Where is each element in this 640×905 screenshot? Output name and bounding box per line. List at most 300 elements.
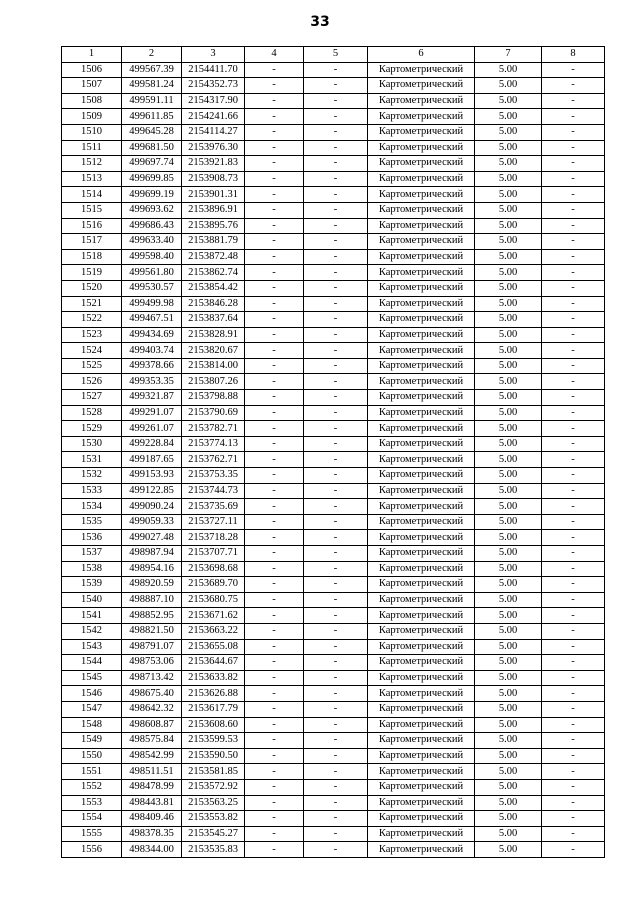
cell-col-5: - <box>304 140 368 156</box>
cell-method: Картометрический <box>368 218 475 234</box>
cell-col-5: - <box>304 62 368 78</box>
cell-y-coordinate: 2153617.79 <box>182 701 245 717</box>
cell-col-5: - <box>304 436 368 452</box>
table-row <box>62 483 605 499</box>
cell-point-number: 1545 <box>62 670 122 686</box>
cell-col-5: - <box>304 842 368 858</box>
cell-y-coordinate: 2153633.82 <box>182 670 245 686</box>
cell-point-number: 1519 <box>62 265 122 281</box>
cell-accuracy: 5.00 <box>475 405 542 421</box>
cell-accuracy: 5.00 <box>475 514 542 530</box>
cell-col-4: - <box>245 140 304 156</box>
cell-y-coordinate: 2153689.70 <box>182 577 245 593</box>
cell-point-number: 1555 <box>62 826 122 842</box>
cell-col-5: - <box>304 312 368 328</box>
cell-accuracy: 5.00 <box>475 826 542 842</box>
cell-col-5: - <box>304 561 368 577</box>
cell-x-coordinate: 498852.95 <box>122 608 182 624</box>
table-row <box>62 358 605 374</box>
table-row <box>62 202 605 218</box>
cell-x-coordinate: 499228.84 <box>122 436 182 452</box>
cell-col-4: - <box>245 779 304 795</box>
cell-y-coordinate: 2153572.92 <box>182 779 245 795</box>
cell-point-number: 1515 <box>62 202 122 218</box>
cell-point-number: 1530 <box>62 436 122 452</box>
cell-col-8: - <box>542 93 605 109</box>
cell-col-4: - <box>245 93 304 109</box>
cell-col-4: - <box>245 187 304 203</box>
column-header-1: 1 <box>62 47 122 63</box>
cell-y-coordinate: 2153698.68 <box>182 561 245 577</box>
cell-col-5: - <box>304 483 368 499</box>
cell-point-number: 1509 <box>62 109 122 125</box>
cell-y-coordinate: 2153976.30 <box>182 140 245 156</box>
table-row <box>62 109 605 125</box>
cell-x-coordinate: 499686.43 <box>122 218 182 234</box>
cell-accuracy: 5.00 <box>475 452 542 468</box>
cell-y-coordinate: 2153895.76 <box>182 218 245 234</box>
cell-col-4: - <box>245 717 304 733</box>
cell-accuracy: 5.00 <box>475 577 542 593</box>
cell-point-number: 1544 <box>62 655 122 671</box>
cell-col-8: - <box>542 296 605 312</box>
cell-x-coordinate: 499699.19 <box>122 187 182 203</box>
cell-x-coordinate: 499633.40 <box>122 234 182 250</box>
cell-col-5: - <box>304 405 368 421</box>
cell-point-number: 1510 <box>62 124 122 140</box>
cell-y-coordinate: 2153896.91 <box>182 202 245 218</box>
cell-accuracy: 5.00 <box>475 779 542 795</box>
table-row <box>62 608 605 624</box>
cell-accuracy: 5.00 <box>475 390 542 406</box>
cell-y-coordinate: 2153798.88 <box>182 390 245 406</box>
cell-point-number: 1528 <box>62 405 122 421</box>
cell-y-coordinate: 2153707.71 <box>182 546 245 562</box>
cell-y-coordinate: 2153680.75 <box>182 592 245 608</box>
cell-x-coordinate: 498987.94 <box>122 546 182 562</box>
cell-y-coordinate: 2153908.73 <box>182 171 245 187</box>
cell-col-5: - <box>304 249 368 265</box>
cell-col-4: - <box>245 795 304 811</box>
cell-method: Картометрический <box>368 109 475 125</box>
cell-col-4: - <box>245 514 304 530</box>
cell-col-4: - <box>245 546 304 562</box>
cell-accuracy: 5.00 <box>475 733 542 749</box>
cell-col-5: - <box>304 452 368 468</box>
cell-point-number: 1543 <box>62 639 122 655</box>
cell-col-8: - <box>542 592 605 608</box>
cell-y-coordinate: 2153608.60 <box>182 717 245 733</box>
cell-y-coordinate: 2153553.82 <box>182 811 245 827</box>
column-header-8: 8 <box>542 47 605 63</box>
table-row <box>62 701 605 717</box>
cell-col-8: - <box>542 842 605 858</box>
cell-accuracy: 5.00 <box>475 140 542 156</box>
cell-col-8: - <box>542 62 605 78</box>
cell-method: Картометрический <box>368 530 475 546</box>
cell-point-number: 1518 <box>62 249 122 265</box>
cell-y-coordinate: 2154317.90 <box>182 93 245 109</box>
cell-method: Картометрический <box>368 468 475 484</box>
cell-point-number: 1534 <box>62 499 122 515</box>
cell-col-8: - <box>542 826 605 842</box>
cell-accuracy: 5.00 <box>475 296 542 312</box>
cell-col-4: - <box>245 639 304 655</box>
cell-y-coordinate: 2154411.70 <box>182 62 245 78</box>
cell-x-coordinate: 498713.42 <box>122 670 182 686</box>
cell-method: Картометрический <box>368 358 475 374</box>
cell-accuracy: 5.00 <box>475 655 542 671</box>
cell-method: Картометрический <box>368 249 475 265</box>
cell-y-coordinate: 2153626.88 <box>182 686 245 702</box>
cell-x-coordinate: 499378.66 <box>122 358 182 374</box>
cell-col-8: - <box>542 577 605 593</box>
cell-y-coordinate: 2153599.53 <box>182 733 245 749</box>
cell-col-8: - <box>542 249 605 265</box>
cell-accuracy: 5.00 <box>475 171 542 187</box>
cell-point-number: 1527 <box>62 390 122 406</box>
table-row <box>62 655 605 671</box>
cell-method: Картометрический <box>368 312 475 328</box>
table-row <box>62 374 605 390</box>
cell-accuracy: 5.00 <box>475 124 542 140</box>
table-row <box>62 452 605 468</box>
cell-col-5: - <box>304 670 368 686</box>
cell-method: Картометрический <box>368 327 475 343</box>
cell-point-number: 1514 <box>62 187 122 203</box>
cell-col-5: - <box>304 577 368 593</box>
cell-col-4: - <box>245 234 304 250</box>
table-row <box>62 405 605 421</box>
cell-col-5: - <box>304 124 368 140</box>
cell-y-coordinate: 2153774.13 <box>182 436 245 452</box>
cell-accuracy: 5.00 <box>475 436 542 452</box>
cell-method: Картометрический <box>368 405 475 421</box>
cell-method: Картометрический <box>368 577 475 593</box>
cell-col-5: - <box>304 202 368 218</box>
cell-y-coordinate: 2153663.22 <box>182 623 245 639</box>
cell-accuracy: 5.00 <box>475 156 542 172</box>
cell-col-5: - <box>304 280 368 296</box>
cell-x-coordinate: 498920.59 <box>122 577 182 593</box>
column-header-5: 5 <box>304 47 368 63</box>
cell-x-coordinate: 498791.07 <box>122 639 182 655</box>
coordinates-table <box>61 46 605 858</box>
cell-accuracy: 5.00 <box>475 623 542 639</box>
cell-col-4: - <box>245 202 304 218</box>
cell-point-number: 1542 <box>62 623 122 639</box>
cell-x-coordinate: 498378.35 <box>122 826 182 842</box>
cell-x-coordinate: 499611.85 <box>122 109 182 125</box>
cell-x-coordinate: 498887.10 <box>122 592 182 608</box>
cell-point-number: 1541 <box>62 608 122 624</box>
cell-x-coordinate: 498608.87 <box>122 717 182 733</box>
cell-method: Картометрический <box>368 561 475 577</box>
cell-method: Картометрический <box>368 795 475 811</box>
cell-x-coordinate: 499699.85 <box>122 171 182 187</box>
cell-col-8: - <box>542 499 605 515</box>
column-header-6: 6 <box>368 47 475 63</box>
cell-x-coordinate: 499291.07 <box>122 405 182 421</box>
cell-col-4: - <box>245 701 304 717</box>
cell-col-8: - <box>542 265 605 281</box>
table-row <box>62 592 605 608</box>
cell-col-5: - <box>304 717 368 733</box>
cell-col-8: - <box>542 156 605 172</box>
cell-col-4: - <box>245 374 304 390</box>
cell-accuracy: 5.00 <box>475 374 542 390</box>
cell-col-4: - <box>245 561 304 577</box>
cell-col-5: - <box>304 546 368 562</box>
cell-accuracy: 5.00 <box>475 608 542 624</box>
cell-col-5: - <box>304 686 368 702</box>
cell-point-number: 1533 <box>62 483 122 499</box>
cell-y-coordinate: 2153753.35 <box>182 468 245 484</box>
cell-method: Картометрический <box>368 452 475 468</box>
cell-col-5: - <box>304 608 368 624</box>
cell-y-coordinate: 2153820.67 <box>182 343 245 359</box>
cell-x-coordinate: 498344.00 <box>122 842 182 858</box>
cell-accuracy: 5.00 <box>475 234 542 250</box>
cell-point-number: 1538 <box>62 561 122 577</box>
cell-col-4: - <box>245 436 304 452</box>
column-header-7: 7 <box>475 47 542 63</box>
cell-col-8: - <box>542 202 605 218</box>
cell-col-5: - <box>304 187 368 203</box>
table-row <box>62 686 605 702</box>
table-row <box>62 514 605 530</box>
cell-x-coordinate: 499581.24 <box>122 78 182 94</box>
table-row <box>62 265 605 281</box>
cell-point-number: 1552 <box>62 779 122 795</box>
cell-x-coordinate: 499645.28 <box>122 124 182 140</box>
cell-method: Картометрический <box>368 483 475 499</box>
cell-col-8: - <box>542 468 605 484</box>
cell-method: Картометрический <box>368 623 475 639</box>
cell-x-coordinate: 499697.74 <box>122 156 182 172</box>
cell-accuracy: 5.00 <box>475 78 542 94</box>
cell-col-8: - <box>542 670 605 686</box>
cell-method: Картометрический <box>368 343 475 359</box>
cell-point-number: 1549 <box>62 733 122 749</box>
cell-accuracy: 5.00 <box>475 764 542 780</box>
cell-method: Картометрический <box>368 421 475 437</box>
cell-col-4: - <box>245 327 304 343</box>
cell-col-5: - <box>304 93 368 109</box>
cell-col-5: - <box>304 733 368 749</box>
cell-point-number: 1546 <box>62 686 122 702</box>
cell-x-coordinate: 499681.50 <box>122 140 182 156</box>
cell-accuracy: 5.00 <box>475 202 542 218</box>
cell-col-4: - <box>245 452 304 468</box>
table-row <box>62 436 605 452</box>
cell-y-coordinate: 2153727.11 <box>182 514 245 530</box>
cell-accuracy: 5.00 <box>475 717 542 733</box>
cell-col-4: - <box>245 265 304 281</box>
cell-y-coordinate: 2153782.71 <box>182 421 245 437</box>
cell-col-5: - <box>304 764 368 780</box>
cell-col-4: - <box>245 312 304 328</box>
column-header-4: 4 <box>245 47 304 63</box>
cell-y-coordinate: 2153718.28 <box>182 530 245 546</box>
cell-x-coordinate: 499059.33 <box>122 514 182 530</box>
table-row <box>62 826 605 842</box>
cell-col-8: - <box>542 530 605 546</box>
cell-point-number: 1529 <box>62 421 122 437</box>
table-row <box>62 748 605 764</box>
table-row <box>62 62 605 78</box>
cell-method: Картометрический <box>368 717 475 733</box>
table-row <box>62 577 605 593</box>
cell-col-8: - <box>542 171 605 187</box>
cell-col-4: - <box>245 78 304 94</box>
cell-x-coordinate: 498642.32 <box>122 701 182 717</box>
cell-y-coordinate: 2153854.42 <box>182 280 245 296</box>
cell-col-4: - <box>245 733 304 749</box>
cell-x-coordinate: 498542.99 <box>122 748 182 764</box>
cell-point-number: 1556 <box>62 842 122 858</box>
cell-y-coordinate: 2153563.25 <box>182 795 245 811</box>
table-row <box>62 93 605 109</box>
cell-col-4: - <box>245 764 304 780</box>
cell-col-8: - <box>542 218 605 234</box>
cell-col-4: - <box>245 62 304 78</box>
cell-col-4: - <box>245 670 304 686</box>
cell-col-5: - <box>304 655 368 671</box>
table-row <box>62 249 605 265</box>
cell-method: Картометрический <box>368 592 475 608</box>
cell-x-coordinate: 499434.69 <box>122 327 182 343</box>
cell-y-coordinate: 2153862.74 <box>182 265 245 281</box>
cell-method: Картометрический <box>368 187 475 203</box>
cell-col-8: - <box>542 187 605 203</box>
cell-accuracy: 5.00 <box>475 327 542 343</box>
cell-col-8: - <box>542 483 605 499</box>
cell-x-coordinate: 499561.80 <box>122 265 182 281</box>
table-row <box>62 468 605 484</box>
cell-col-4: - <box>245 842 304 858</box>
cell-col-8: - <box>542 514 605 530</box>
cell-col-4: - <box>245 608 304 624</box>
cell-method: Картометрический <box>368 171 475 187</box>
cell-y-coordinate: 2153581.85 <box>182 764 245 780</box>
cell-point-number: 1508 <box>62 93 122 109</box>
cell-col-4: - <box>245 577 304 593</box>
table-row <box>62 187 605 203</box>
cell-accuracy: 5.00 <box>475 358 542 374</box>
cell-col-5: - <box>304 218 368 234</box>
cell-y-coordinate: 2153644.67 <box>182 655 245 671</box>
cell-point-number: 1526 <box>62 374 122 390</box>
table-row <box>62 124 605 140</box>
cell-point-number: 1539 <box>62 577 122 593</box>
cell-x-coordinate: 498409.46 <box>122 811 182 827</box>
table-row <box>62 390 605 406</box>
cell-method: Картометрический <box>368 655 475 671</box>
cell-col-5: - <box>304 623 368 639</box>
cell-col-5: - <box>304 156 368 172</box>
cell-method: Картометрический <box>368 62 475 78</box>
cell-y-coordinate: 2153655.08 <box>182 639 245 655</box>
cell-col-8: - <box>542 327 605 343</box>
cell-col-8: - <box>542 343 605 359</box>
cell-col-4: - <box>245 499 304 515</box>
cell-col-5: - <box>304 390 368 406</box>
cell-col-4: - <box>245 124 304 140</box>
cell-y-coordinate: 2153535.83 <box>182 842 245 858</box>
cell-col-8: - <box>542 421 605 437</box>
cell-accuracy: 5.00 <box>475 701 542 717</box>
cell-col-5: - <box>304 468 368 484</box>
cell-col-5: - <box>304 358 368 374</box>
cell-col-8: - <box>542 639 605 655</box>
table-row <box>62 670 605 686</box>
cell-point-number: 1506 <box>62 62 122 78</box>
cell-accuracy: 5.00 <box>475 421 542 437</box>
cell-col-8: - <box>542 701 605 717</box>
cell-point-number: 1525 <box>62 358 122 374</box>
cell-y-coordinate: 2153590.50 <box>182 748 245 764</box>
cell-col-8: - <box>542 764 605 780</box>
cell-accuracy: 5.00 <box>475 343 542 359</box>
cell-method: Картометрический <box>368 93 475 109</box>
table-row <box>62 156 605 172</box>
cell-col-4: - <box>245 390 304 406</box>
cell-x-coordinate: 499122.85 <box>122 483 182 499</box>
cell-point-number: 1531 <box>62 452 122 468</box>
cell-col-5: - <box>304 748 368 764</box>
cell-point-number: 1521 <box>62 296 122 312</box>
cell-col-8: - <box>542 811 605 827</box>
cell-y-coordinate: 2154241.66 <box>182 109 245 125</box>
cell-method: Картометрический <box>368 436 475 452</box>
cell-y-coordinate: 2153814.00 <box>182 358 245 374</box>
cell-point-number: 1548 <box>62 717 122 733</box>
cell-point-number: 1522 <box>62 312 122 328</box>
cell-accuracy: 5.00 <box>475 561 542 577</box>
cell-col-8: - <box>542 405 605 421</box>
cell-method: Картометрический <box>368 686 475 702</box>
cell-point-number: 1524 <box>62 343 122 359</box>
cell-col-5: - <box>304 779 368 795</box>
table-row <box>62 561 605 577</box>
cell-col-5: - <box>304 421 368 437</box>
cell-accuracy: 5.00 <box>475 499 542 515</box>
cell-col-8: - <box>542 358 605 374</box>
cell-x-coordinate: 499591.11 <box>122 93 182 109</box>
cell-accuracy: 5.00 <box>475 670 542 686</box>
cell-col-8: - <box>542 717 605 733</box>
cell-col-8: - <box>542 748 605 764</box>
cell-point-number: 1537 <box>62 546 122 562</box>
cell-col-8: - <box>542 655 605 671</box>
cell-point-number: 1535 <box>62 514 122 530</box>
cell-point-number: 1536 <box>62 530 122 546</box>
cell-x-coordinate: 499153.93 <box>122 468 182 484</box>
cell-method: Картометрический <box>368 374 475 390</box>
cell-x-coordinate: 498821.50 <box>122 623 182 639</box>
cell-point-number: 1512 <box>62 156 122 172</box>
cell-method: Картометрический <box>368 748 475 764</box>
cell-method: Картометрический <box>368 156 475 172</box>
cell-method: Картометрический <box>368 514 475 530</box>
table-row <box>62 717 605 733</box>
cell-col-4: - <box>245 343 304 359</box>
cell-x-coordinate: 498478.99 <box>122 779 182 795</box>
cell-col-8: - <box>542 390 605 406</box>
cell-point-number: 1553 <box>62 795 122 811</box>
table-row <box>62 280 605 296</box>
